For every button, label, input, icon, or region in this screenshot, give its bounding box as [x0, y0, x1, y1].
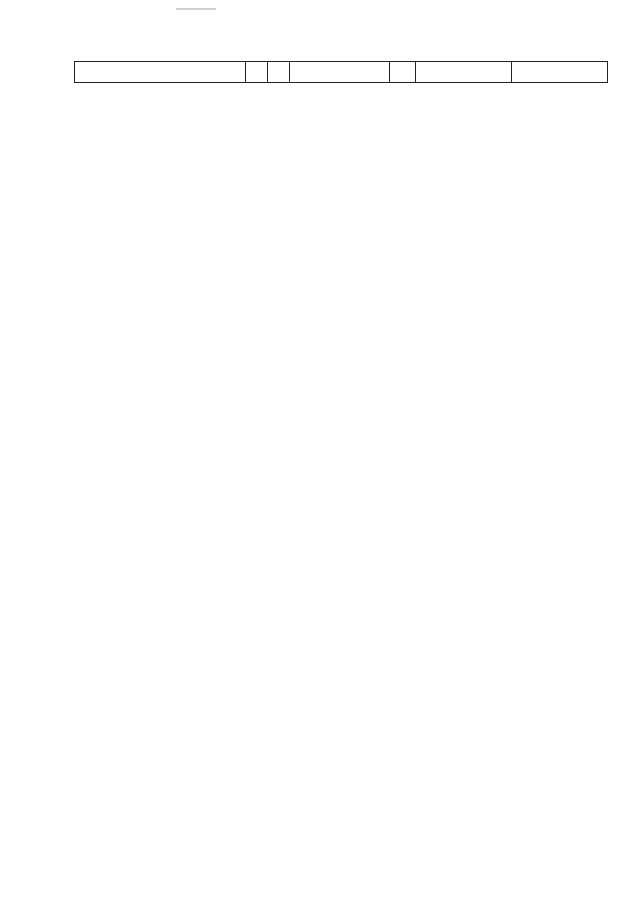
table-header	[74, 61, 608, 83]
header-col-6	[415, 62, 511, 82]
header-col-5	[389, 62, 415, 82]
header-col-7	[511, 62, 607, 82]
header-col-1	[75, 62, 245, 82]
header-col-4	[289, 62, 389, 82]
scan-artifact	[176, 8, 216, 10]
header-col-2	[245, 62, 267, 82]
header-col-3	[267, 62, 289, 82]
